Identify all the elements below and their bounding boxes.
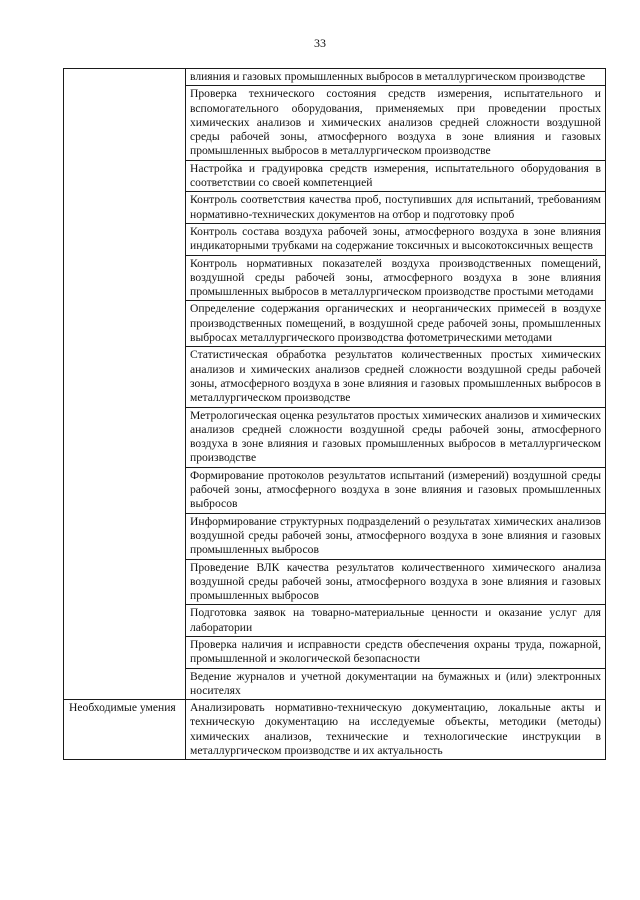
labor-action-cell: Настройка и градуировка средств измерения, испытательного оборудования в соответствии со своей компетенцией [186,160,606,192]
labor-action-cell: Формирование протоколов результатов испытаний (измерений) воздушной среды рабочей зоны, атмосферного воздуха в зоне влияния и газовых промышленных выбросов [186,467,606,513]
labor-action-cell: влияния и газовых промышленных выбросов в металлургическом производстве [186,69,606,86]
labor-action-cell: Проведение ВЛК качества результатов количественного химического анализа воздушной среды рабочей зоны, атмосферного воздуха в зоне влияния и газовых промышленных выбросов [186,559,606,605]
labor-action-cell: Информирование структурных подразделений о результатах химических анализов воздушной среды рабочей зоны, атмосферного воздуха в зоне влияния и газовых промышленных выбросов [186,513,606,559]
labor-action-cell: Контроль состава воздуха рабочей зоны, атмосферного воздуха в зоне влияния индикаторными трубками на содержание токсичных и высокотоксичных веществ [186,223,606,255]
labor-action-cell: Метрологическая оценка результатов простых химических анализов и химических анализов средней сложности воздушной среды рабочей зоны, атмосферного воздуха в зоне влияния и газовых промышленных выбросов в металлургическом производстве [186,407,606,467]
skill-cell: Анализировать нормативно-техническую документацию, локальные акты и техническую документацию на исследуемые объекты, методики (методы) химических анализов, технические и технологические инструкции в металлургическом производстве и их актуальность [186,700,606,760]
row-label-cell [64,69,186,700]
labor-action-cell: Проверка технического состояния средств измерения, испытательного и вспомогательного оборудования, применяемых при проведении простых химических анализов и химических анализов средней сложности воздушной среды рабочей зоны, атмосферного воздуха в зоне влияния и газовых промышленных выбросов в металлургическом производстве [186,86,606,160]
labor-action-cell: Статистическая обработка результатов количественных простых химических анализов и химических анализов средней сложности воздушной среды рабочей зоны, атмосферного воздуха в зоне влияния и газовых промышленных выбросов в металлургическом производстве [186,347,606,407]
labor-action-cell: Ведение журналов и учетной документации на бумажных и (или) электронных носителях [186,668,606,700]
labor-action-cell: Проверка наличия и исправности средств обеспечения охраны труда, пожарной, промышленной и экологической безопасности [186,636,606,668]
required-skills-label: Необходимые умения [64,700,186,760]
labor-action-cell: Контроль соответствия качества проб, поступивших для испытаний, требованиям нормативно-технических документов на отбор и подготовку проб [186,192,606,224]
labor-action-cell: Определение содержания органических и неорганических примесей в воздухе производственных помещений, в воздушной среде рабочей зоны, промышленных выбросах металлургического производства фотометрическими методами [186,301,606,347]
labor-action-cell: Подготовка заявок на товарно-материальные ценности и оказание услуг для лаборатории [186,605,606,637]
functions-table [63,68,606,760]
page-number: 33 [314,36,326,50]
labor-action-cell: Контроль нормативных показателей воздуха производственных помещений, воздушной среды рабочей зоны, атмосферного воздуха в зоне влияния промышленных выбросов в металлургическом производстве простыми методами [186,255,606,301]
table-row [64,69,606,86]
table-row [64,700,606,760]
